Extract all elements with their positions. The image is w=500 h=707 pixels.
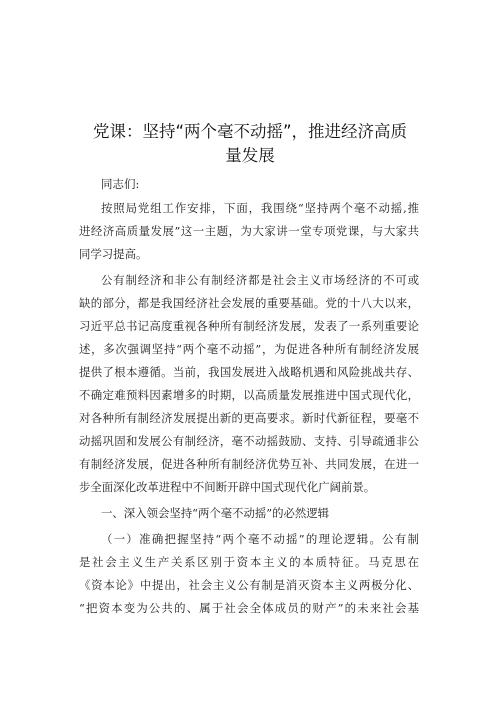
greeting: 同志们: xyxy=(101,177,140,191)
body-line: 习近平总书记高度重视各种所有制经济发展，发表了一系列重要论 xyxy=(79,319,419,333)
body-line: 公有制经济和非公有制经济都是社会主义市场经济的不可或 xyxy=(101,273,419,287)
body-line: 《资本论》中提出，社会主义公有制是消灭资本主义两极分化、 xyxy=(79,578,419,592)
body-line: 是社会主义生产关系区别于资本主义的本质特征。马克思在 xyxy=(79,555,419,569)
body-line: 对各种所有制经济发展提出新的更高要求。新时代新征程，要毫不 xyxy=(79,411,419,425)
body-line: 按照局党组工作安排，下面，我围绕“坚持两个毫不动摇,推 xyxy=(101,201,419,215)
document-title xyxy=(80,120,420,168)
body-line: 动摇巩固和发展公有制经济，毫不动摇鼓励、支持、引导疏通非公 xyxy=(79,434,419,448)
body-line: 述，多次强调坚持“两个毫不动摇”，为促进各种所有制经济发展 xyxy=(79,342,419,356)
title-line-2: 量发展 xyxy=(225,146,275,165)
body-line: 有制经济发展，促进各种所有制经济优势互补、共同发展，在进一 xyxy=(79,457,419,471)
body-line: 步全面深化改革进程中不间断开辟中国式现代化广阔前景。 xyxy=(79,480,376,494)
body-line: “把资本变为公共的、属于社会全体成员的财产”的未来社会基 xyxy=(79,601,419,615)
section-heading: 一、深入领会坚持“两个毫不动摇”的必然逻辑 xyxy=(101,506,330,520)
body-line: 提供了根本遵循。当前，我国发展进入战略机遇和风险挑战共存、 xyxy=(79,365,419,379)
body-line: 不确定难预料因素增多的时期，以高质量发展推进中国式现代化， xyxy=(79,388,419,402)
body-line: 同学习提高。 xyxy=(79,247,148,261)
body-line: 进经济高质量发展”这一主题，为大家讲一堂专项党课，与大家共 xyxy=(79,224,419,238)
subsection-heading: （一）准确把握坚持“两个毫不动摇”的理论逻辑。公有制 xyxy=(101,532,419,546)
title-line-1: 党课：坚持“两个毫不动摇”，推进经济高质 xyxy=(92,122,408,141)
body-line: 缺的部分，都是我国经济社会发展的重要基础。党的十八大以来， xyxy=(79,296,419,310)
